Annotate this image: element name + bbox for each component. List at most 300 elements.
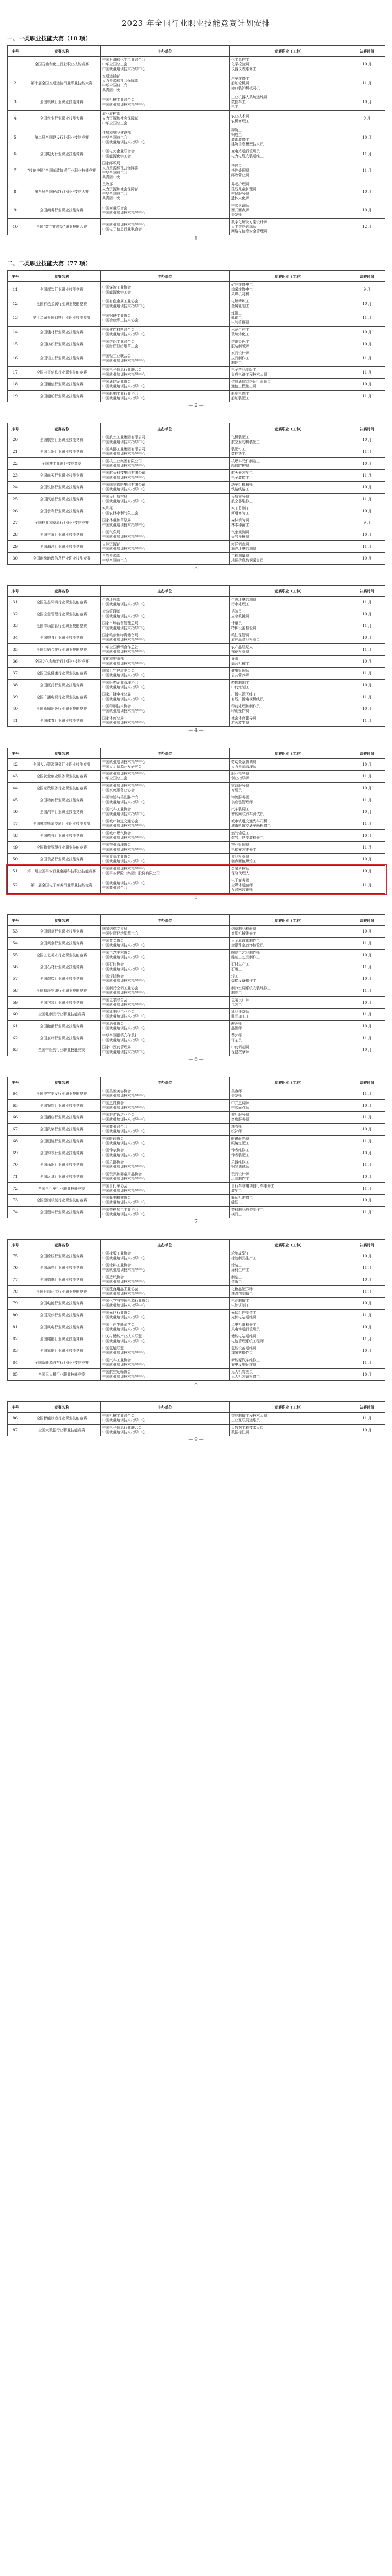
competition-name: 全国建材行业职业技能竞赛 — [23, 327, 101, 338]
organizer: 交通运输部 人力资源和社会保障部 中华全国总工会 共青团中央 — [101, 73, 230, 94]
final-time: 11 月 — [349, 644, 385, 656]
occupation: 数字化解决方案设计师 人工智能训练师 网络与信息安全管理员 — [230, 219, 349, 235]
final-time: 11 月 — [349, 367, 385, 379]
organizer: 中国石油和化学工业联合会 中华全国总工会 中国就业培训技术指导中心 — [101, 57, 230, 73]
competition-name: 全国制冷空调行业职业技能竞赛 — [23, 985, 101, 997]
occupation: 社会体育指导员 游泳救生员 — [230, 715, 349, 727]
header-time: 决赛时间 — [349, 271, 385, 282]
header-occupation: 竞赛职业（工种） — [230, 1240, 349, 1250]
row-number: 21 — [8, 446, 23, 458]
table-row — [8, 806, 385, 818]
table-row — [8, 1159, 385, 1171]
header-name: 竞赛名称 — [23, 915, 101, 926]
row-number: 37 — [8, 668, 23, 680]
competition-name: 全国林业和草原行业职业技能竞赛 — [23, 517, 101, 529]
table-row — [8, 680, 385, 691]
row-number: 25 — [8, 494, 23, 505]
competition-name: 全国烟草行业职业技能竞赛 — [23, 926, 101, 938]
table-row — [8, 950, 385, 961]
organizer: 中国缝制机械协会 中国就业培训技术指导中心 — [101, 1195, 230, 1207]
organizer: 中国自行车协会 中国就业培训技术指导中心 — [101, 1183, 230, 1195]
occupation: 粮油保管员 农产品食品检验员 — [230, 632, 349, 644]
table-row — [8, 1345, 385, 1357]
row-number: 42 — [8, 759, 23, 771]
occupation: 石材生产工 石雕工 — [230, 961, 349, 973]
row-number: 38 — [8, 680, 23, 691]
row-number: 51 — [8, 866, 23, 877]
occupation: 大数据工程技术人员 数据标注员 — [230, 1425, 349, 1436]
competition-name: 全国大数据行业职业技能竞赛 — [23, 1425, 101, 1436]
organizer: 中国气象局 中国就业培训技术指导中心 — [101, 529, 230, 541]
competition-name: 全国餐饮行业职业技能竞赛 — [23, 1100, 101, 1112]
table-header-row — [8, 1240, 385, 1250]
competition-name: 全国酿酒行业职业技能竞赛 — [23, 1021, 101, 1032]
table-row — [8, 597, 385, 608]
competition-name: 全国有色金属行业职业技能竞赛 — [23, 298, 101, 310]
occupation: 乐器维修工 钢琴调律师 — [230, 1159, 349, 1171]
competition-name: 全国核工业职业技能竞赛 — [23, 458, 101, 470]
row-number: 12 — [8, 298, 23, 310]
header-time: 决赛时间 — [349, 46, 385, 57]
row-number: 22 — [8, 458, 23, 470]
final-time: 10 月 — [349, 1250, 385, 1262]
header-org: 主办单位 — [101, 46, 230, 57]
row-number: 44 — [8, 783, 23, 794]
competition-name: 全国机械行业职业技能竞赛 — [23, 94, 101, 111]
occupation: 计量员 特种设备检验员 — [230, 620, 349, 632]
organizer: 中关村储能产业技术联盟 中国就业培训技术指导中心 — [101, 1333, 230, 1345]
competition-name: 全国家政服务行业职业技能竞赛 — [23, 783, 101, 794]
table-row — [8, 517, 385, 529]
occupation: 新能源汽车维修工 充电设施运维员 — [230, 1357, 349, 1369]
occupation: 广播电视天线工 有线广播电视机线员 — [230, 691, 349, 703]
table-header-row — [8, 46, 385, 57]
final-time: 10 月 — [349, 529, 385, 541]
row-number: 30 — [8, 553, 23, 565]
page-number: — 8 — — [188, 1382, 204, 1387]
table-row — [8, 830, 385, 842]
header-no: 序号 — [8, 915, 23, 926]
competition-name: 全国石材行业职业技能竞赛 — [23, 961, 101, 973]
organizer: 中国医药企业管理协会 中国就业培训技术指导中心 — [101, 680, 230, 691]
competition-name: 全国人力资源服务行业职业技能竞赛 — [23, 759, 101, 771]
occupation: 制冷空调系统安装维修工 制冷工 — [230, 985, 349, 997]
row-number: 35 — [8, 644, 23, 656]
final-time: 10 月 — [349, 759, 385, 771]
organizer: 中国就业培训技术指导中心 中华全国总工会 — [101, 771, 230, 783]
occupation: 玩具设计师 玩具制作工 — [230, 1171, 349, 1183]
organizer: 中国煤炭工业协会 中国能源化学工会 — [101, 282, 230, 298]
row-number: 63 — [8, 1044, 23, 1056]
organizer: 中国洗涤用品工业协会 中国就业培训技术指导中心 — [101, 1286, 230, 1298]
organizer: 国家体育总局 中国就业培训技术指导中心 — [101, 715, 230, 727]
table-row — [8, 202, 385, 219]
table-row — [8, 1112, 385, 1124]
occupation: 智能制造工程技术人员 工业互联网运维员 — [230, 1413, 349, 1425]
competition-name: 全国风电行业职业技能竞赛 — [23, 1321, 101, 1333]
occupation: 电子商务师 全媒体运营师 互联网营销师 — [230, 877, 349, 894]
competition-name: 全国纺织行业职业技能竞赛 — [23, 338, 101, 350]
competition-name: 全国测绘地理信息行业职业技能竞赛 — [23, 553, 101, 565]
organizer: 国家中医药管理局 中国就业培训技术指导中心 — [101, 1044, 230, 1056]
competition-name: 全国造纸行业职业技能竞赛 — [23, 1274, 101, 1286]
occupation: 水泥生产工 玻璃熔化工 — [230, 327, 349, 338]
competition-name: 全国电子信息行业职业技能竞赛 — [23, 367, 101, 379]
organizer: 中国城市燃气协会 中国就业培训技术指导中心 — [101, 830, 230, 842]
row-number: 74 — [8, 1207, 23, 1218]
row-number: 82 — [8, 1333, 23, 1345]
competition-name: 全国储能行业职业技能竞赛 — [23, 1333, 101, 1345]
final-time: 11 月 — [349, 794, 385, 806]
final-time: 10 月 — [349, 608, 385, 620]
final-time: 10 月 — [349, 94, 385, 111]
header-name: 竞赛名称 — [23, 1077, 101, 1088]
final-time: 10 月 — [349, 1298, 385, 1310]
table-row — [8, 866, 385, 877]
organizer: 文化和旅游部 中国就业培训技术指导中心 — [101, 656, 230, 668]
competition-name: 全国电池行业职业技能竞赛 — [23, 1298, 101, 1310]
competition-name: 全国供销合作行业职业技能竞赛 — [23, 644, 101, 656]
page-block — [0, 1077, 392, 1218]
occupation: 中式烹调师 中式面点师 — [230, 1100, 349, 1112]
organizer: 中国航空运输协会 中国就业培训技术指导中心 — [101, 1369, 230, 1381]
row-number: 50 — [8, 854, 23, 866]
competition-name: 全国焊接行业职业技能竞赛 — [23, 973, 101, 985]
organizer: 中国电力企业联合会 中国能源化学工会 — [101, 148, 230, 160]
competition-name: 第八届全国民政行业职业技能大赛 — [23, 181, 101, 202]
table-row — [8, 1124, 385, 1136]
competition-name: 全国酒店行业职业技能竞赛 — [23, 1112, 101, 1124]
occupation: 快递员 快件处理员 邮政营业员 — [230, 160, 349, 181]
final-time: 10 月 — [349, 1345, 385, 1357]
competition-name: 全国石油和化工行业职业技能竞赛 — [23, 57, 101, 73]
table-row — [8, 691, 385, 703]
table-row — [8, 446, 385, 458]
occupation: 家政服务员 育婴员 — [230, 783, 349, 794]
organizer: 中国物业管理协会 中国就业培训技术指导中心 — [101, 842, 230, 854]
table-row — [8, 1274, 385, 1286]
competition-name: 全国光伏行业职业技能竞赛 — [23, 1310, 101, 1321]
header-org: 主办单位 — [101, 271, 230, 282]
organizer: 中国酒业协会 中国就业培训技术指导中心 — [101, 1021, 230, 1032]
competition-name: 全国物流行业职业技能竞赛 — [23, 794, 101, 806]
page-number: — 6 — — [188, 1057, 204, 1062]
page-number: — 2 — — [188, 403, 204, 409]
header-org: 主办单位 — [101, 1402, 230, 1413]
final-time: 10 月 — [349, 632, 385, 644]
organizer: 中国汽车工业协会 中国就业培训技术指导中心 — [101, 1357, 230, 1369]
table-row — [8, 1298, 385, 1310]
organizer: 中国制冷空调工业协会 中国就业培训技术指导中心 — [101, 985, 230, 997]
competition-name: 全国水利行业职业技能竞赛 — [23, 505, 101, 517]
final-time: 11 月 — [349, 350, 385, 367]
occupation: 船舶电焊工 船舶装配工 — [230, 391, 349, 402]
final-time: 10 月 — [349, 866, 385, 877]
organizer: 中国核工业集团有限公司 中国就业培训技术指导中心 — [101, 458, 230, 470]
occupation: 印前处理和制作员 印刷操作员 — [230, 703, 349, 715]
row-number: 5 — [8, 127, 23, 148]
row-number: 77 — [8, 1274, 23, 1286]
header-no: 序号 — [8, 423, 23, 434]
table-row — [8, 877, 385, 894]
schedule-table — [7, 914, 385, 1056]
final-time: 11 月 — [349, 310, 385, 327]
competition-name: 全国物业管理行业职业技能竞赛 — [23, 842, 101, 854]
table-row — [8, 73, 385, 94]
final-time: 11 月 — [349, 1310, 385, 1321]
table-row — [8, 1425, 385, 1436]
table-row — [8, 1357, 385, 1369]
occupation: 制浆工 造纸工 — [230, 1274, 349, 1286]
organizer: 国家市场监督管理总局 中国就业培训技术指导中心 — [101, 620, 230, 632]
competition-name: 全国海洋行业职业技能竞赛 — [23, 541, 101, 553]
row-number: 83 — [8, 1345, 23, 1357]
header-name: 竞赛名称 — [23, 46, 101, 57]
organizer: 中国通信企业协会 中国就业培训技术指导中心 — [101, 379, 230, 391]
competition-name: 全国橡胶行业职业技能竞赛 — [23, 1250, 101, 1262]
row-number: 66 — [8, 1112, 23, 1124]
table-row — [8, 494, 385, 505]
final-time: 11 月 — [349, 877, 385, 894]
occupation: 焊工 焊接设备操作工 — [230, 973, 349, 985]
final-time: 11 月 — [349, 73, 385, 94]
table-header-row — [8, 423, 385, 434]
final-time: 10 月 — [349, 926, 385, 938]
table-row — [8, 298, 385, 310]
page-block — [0, 1401, 392, 1436]
row-number: 9 — [8, 202, 23, 219]
occupation: 职业指导员 创业指导师 — [230, 771, 349, 783]
header-org: 主办单位 — [101, 748, 230, 759]
final-time: 10 月 — [349, 1100, 385, 1112]
final-time: 10 月 — [349, 973, 385, 985]
row-number: 33 — [8, 620, 23, 632]
table-row — [8, 1147, 385, 1159]
competition-name: 全国乳制品行业职业技能竞赛 — [23, 1009, 101, 1021]
table-row — [8, 127, 385, 148]
organizer: 自然资源部 中华全国总工会 — [101, 553, 230, 565]
occupation: 气象观测员 天气预报员 — [230, 529, 349, 541]
competition-name: 第二届全国平安行业金融科技职业技能竞赛 — [23, 866, 101, 877]
final-time: 10 月 — [349, 298, 385, 310]
final-time: 10 月 — [349, 458, 385, 470]
competition-name: 全国船舶行业职业技能竞赛 — [23, 391, 101, 402]
occupation: 中式烹调师 西式面点师 美发师 — [230, 202, 349, 219]
competition-name: 全国“数字化转型”职业技能大赛 — [23, 219, 101, 235]
occupation: 电子产品制版工 集成电路工程技术人员 — [230, 367, 349, 379]
organizer: 中国氢能联盟 中国就业培训技术指导中心 — [101, 1345, 230, 1357]
table-row — [8, 1032, 385, 1044]
table-row — [8, 1207, 385, 1218]
competition-name: 全国应急管理行业职业技能竞赛 — [23, 608, 101, 620]
table-row — [8, 553, 385, 565]
row-number: 11 — [8, 282, 23, 298]
final-time: 11 月 — [349, 470, 385, 482]
occupation: 中药调剂员 保健按摩师 — [230, 1044, 349, 1056]
document-content — [0, 31, 392, 1457]
schedule-table — [7, 45, 385, 235]
competition-name: 全国文化和旅游行业职业技能竞赛 — [23, 656, 101, 668]
page-block — [0, 748, 392, 894]
row-number: 68 — [8, 1136, 23, 1147]
row-number: 16 — [8, 350, 23, 367]
row-number: 32 — [8, 608, 23, 620]
organizer: 中国汽车工业协会 中国就业培训技术指导中心 — [101, 806, 230, 818]
occupation: 烟草制品检验员 卷烟机械维修工 — [230, 926, 349, 938]
table-row — [8, 961, 385, 973]
occupation: 矿井维修电工 综采维修电工 采煤机司机 — [230, 282, 349, 298]
final-time: 10 月 — [349, 830, 385, 842]
competition-name: 全国无人机行业职业技能竞赛 — [23, 1369, 101, 1381]
organizer: 中国塑料加工工业协会 中国就业培训技术指导中心 — [101, 1207, 230, 1218]
final-time: 10 月 — [349, 703, 385, 715]
header-no: 序号 — [8, 586, 23, 597]
competition-name: 全国农业行业职业技能大赛 — [23, 111, 101, 127]
row-number: 23 — [8, 470, 23, 482]
occupation: 炼钢工 轧钢工 电气值班员 — [230, 310, 349, 327]
row-number: 6 — [8, 148, 23, 160]
final-time: 11 月 — [349, 985, 385, 997]
organizer: 生态环境部 中国就业培训技术指导中心 — [101, 597, 230, 608]
table-row — [8, 57, 385, 73]
final-time: 10 月 — [349, 1369, 385, 1381]
row-number: 60 — [8, 1009, 23, 1021]
final-time: 10 月 — [349, 1044, 385, 1056]
row-number: 87 — [8, 1425, 23, 1436]
header-no: 序号 — [8, 1240, 23, 1250]
organizer: 民政部 人力资源和社会保障部 中华全国总工会 共青团中央 — [101, 181, 230, 202]
row-number: 72 — [8, 1183, 23, 1195]
table-row — [8, 644, 385, 656]
competition-name: 全国汽车行业职业技能竞赛 — [23, 806, 101, 818]
row-number: 76 — [8, 1262, 23, 1274]
row-number: 2 — [8, 73, 23, 94]
table-row — [8, 338, 385, 350]
table-row — [8, 541, 385, 553]
schedule-table — [7, 1401, 385, 1436]
competition-name: 全国燃气行业职业技能竞赛 — [23, 830, 101, 842]
table-row — [8, 1369, 385, 1381]
organizer: 自然资源部 中国就业培训技术指导中心 — [101, 541, 230, 553]
row-number: 62 — [8, 1032, 23, 1044]
table-row — [8, 759, 385, 771]
final-time: 10 月 — [349, 127, 385, 148]
organizer: 国家广播电视总局 中国就业培训技术指导中心 — [101, 691, 230, 703]
occupation: 养老护理员 孤残儿童护理员 殡仪服务员 遗体火化师 — [230, 181, 349, 202]
row-number: 3 — [8, 94, 23, 111]
row-number: 58 — [8, 985, 23, 997]
competition-name: 全国医药行业职业技能竞赛 — [23, 680, 101, 691]
schedule-table — [7, 748, 385, 894]
page-block — [0, 423, 392, 565]
table-row — [8, 715, 385, 727]
table-header-row — [8, 271, 385, 282]
row-number: 28 — [8, 529, 23, 541]
table-row — [8, 148, 385, 160]
table-row — [8, 620, 385, 632]
header-no: 序号 — [8, 46, 23, 57]
final-time: 10 月 — [349, 434, 385, 446]
occupation: 核燃料元件制造工 辐射防护员 — [230, 458, 349, 470]
table-header-row — [8, 586, 385, 597]
occupation: 森林消防员 林木种苗工 — [230, 517, 349, 529]
final-time: 11 月 — [349, 1009, 385, 1021]
occupation: 装配钳工 数控铣工 — [230, 446, 349, 458]
row-number: 41 — [8, 715, 23, 727]
row-number: 14 — [8, 327, 23, 338]
organizer: 中国就业培训技术指导中心 中国人力资源开发研究会 — [101, 759, 230, 771]
table-row — [8, 997, 385, 1009]
organizer: 中华全国供销合作总社 中国就业培训技术指导中心 — [101, 1032, 230, 1044]
final-time: 11 月 — [349, 938, 385, 950]
competition-name: 全国美容美发行业职业技能竞赛 — [23, 1088, 101, 1100]
final-time: 10 月 — [349, 482, 385, 494]
organizer: 中国国家铁路集团有限公司 中国就业培训技术指导中心 — [101, 482, 230, 494]
schedule-table — [7, 1239, 385, 1381]
organizer: 中国纺织工业联合会 中国财贸轻纺烟草工会 — [101, 338, 230, 350]
table-row — [8, 1321, 385, 1333]
organizer: 国家烟草专卖局 中国财贸轻纺烟草工会 — [101, 926, 230, 938]
row-number: 8 — [8, 181, 23, 202]
occupation: 农产品经纪人 棉花检验员 — [230, 644, 349, 656]
row-number: 4 — [8, 111, 23, 127]
table-row — [8, 282, 385, 298]
page-number: — 5 — — [188, 895, 204, 900]
row-number: 71 — [8, 1171, 23, 1183]
occupation: 健康管理师 公共营养师 — [230, 668, 349, 680]
final-time: 11 月 — [349, 1032, 385, 1044]
row-number: 31 — [8, 597, 23, 608]
table-header-row — [8, 1402, 385, 1413]
organizer: 应急管理部 中国就业培训技术指导中心 — [101, 608, 230, 620]
organizer: 中国包装联合会 中国就业培训技术指导中心 — [101, 997, 230, 1009]
schedule-table — [7, 423, 385, 565]
final-time: 10 月 — [349, 379, 385, 391]
final-time: 11 月 — [349, 541, 385, 553]
header-occupation: 竞赛职业（工种） — [230, 915, 349, 926]
table-row — [8, 1100, 385, 1112]
occupation: 电池制造工 电池试制工 — [230, 1298, 349, 1310]
final-time: 11 月 — [349, 148, 385, 160]
row-number: 56 — [8, 961, 23, 973]
final-time: 10 月 — [349, 1274, 385, 1286]
organizer: 中国船舶工业行业协会 中国就业培训技术指导中心 — [101, 391, 230, 402]
final-time: 11 月 — [349, 620, 385, 632]
competition-name: 第二届全国建设行业职业技能竞赛 — [23, 127, 101, 148]
organizer: 中国兵器工业集团有限公司 中国就业培训技术指导中心 — [101, 446, 230, 458]
row-number: 80 — [8, 1310, 23, 1321]
final-time: 11 月 — [349, 715, 385, 727]
table-row — [8, 181, 385, 202]
competition-name: 全国通信行业职业技能竞赛 — [23, 379, 101, 391]
header-name: 竞赛名称 — [23, 1402, 101, 1413]
final-time: 12 月 — [349, 219, 385, 235]
row-number: 84 — [8, 1357, 23, 1369]
occupation: 贵金属首饰制作工 金银珠宝首饰检验员 — [230, 938, 349, 950]
table-header-row — [8, 1077, 385, 1088]
table-row — [8, 458, 385, 470]
final-time: 10 月 — [349, 553, 385, 565]
organizer: 中国焊接协会 中国就业培训技术指导中心 — [101, 973, 230, 985]
final-time: 10 月 — [349, 950, 385, 961]
final-time: 11 月 — [349, 494, 385, 505]
row-number: 7 — [8, 160, 23, 181]
table-row — [8, 1009, 385, 1021]
table-row — [8, 434, 385, 446]
final-time: 10 月 — [349, 1147, 385, 1159]
occupation: 民航乘务员 航空器维修工 — [230, 494, 349, 505]
table-row — [8, 854, 385, 866]
